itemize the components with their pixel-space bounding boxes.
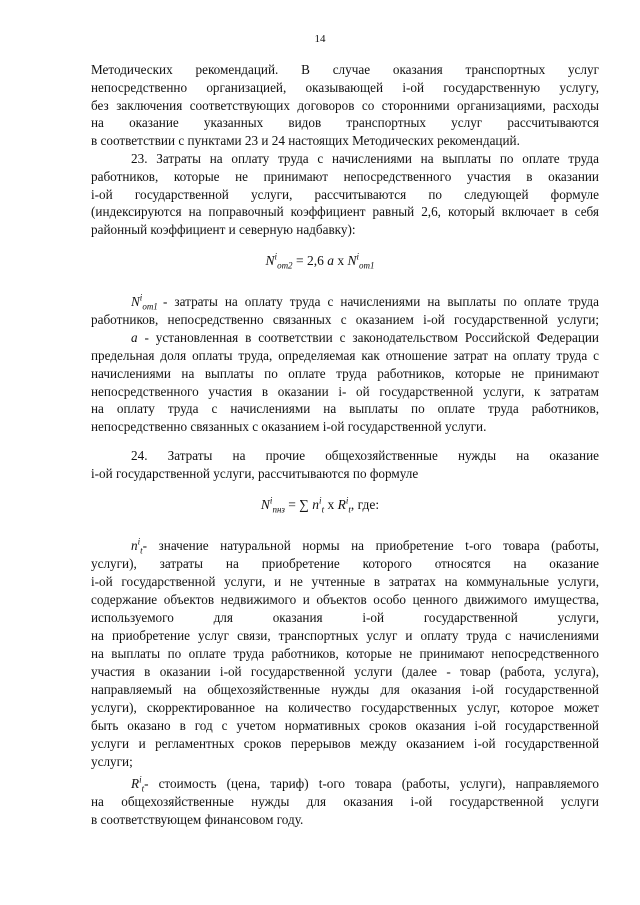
text-line: без заключения соответствующих договоров со сторонними организациями, расходы [91, 98, 599, 113]
text-line: используемого для оказания i-ой государственной услуги, [91, 610, 599, 625]
text-line: непосредственного участия в оказании i- ой государственной услуги, к затратам [91, 384, 599, 399]
page-number: 14 [314, 33, 326, 45]
text-line: начислениями на выплаты по оплате труда работников, которые не принимают [91, 366, 599, 381]
definition-a: a - установленная в соответствии с законодательством Российской Федерации [131, 330, 599, 345]
text-line: i-ой государственной услуги, рассчитываются по следующей формуле [91, 187, 599, 202]
text-line: на оплату труда с начислениями на выплаты по оплате труда работников, [91, 401, 599, 416]
text-line: на приобретение услуг связи, транспортных услуг и оплату труда с начислениями [91, 628, 599, 643]
text-line: услуги), скорректированное на количество государственных услуг, которое может [91, 700, 599, 715]
text-line: в соответствующем финансовом году. [91, 812, 304, 827]
text-line: услуги и регламентных сроков перерывов между оказанием i-ой государственной [91, 736, 599, 751]
paragraph-24-start: 24. Затраты на прочие общехозяйственные нужды на оказание [131, 448, 599, 463]
text-line: услуги; [91, 754, 133, 769]
text-line: работников, непосредственно связанных с оказанием i-ой государственной услуги; [91, 312, 599, 327]
text-line: услуги), затраты на приобретение которого относятся на оказание [91, 556, 599, 571]
formula-general-needs: $N^i_{пнз}$ = ∑ $n^i_t$ x $R^i_t$, где: [260, 495, 380, 515]
text-line: на общехозяйственные нужды для оказания i-ой государственной услуги [91, 794, 599, 809]
text-line: i-ой государственной услуги, и не учтенные в затратах на коммунальные услуги, [91, 574, 599, 589]
text-line: быть оказано в год с учетом нормативных сроков оказания i-ой государственной [91, 718, 599, 733]
text-line: Методических рекомендаций. В случае оказания транспортных услуг [91, 62, 599, 77]
definition-n-ot1: $N^i_{от1}$ - затраты на оплату труда с начислениями на выплаты по оплате труда [131, 293, 599, 311]
text-line: непосредственно связанных с оказанием i-ой государственной услуги. [91, 419, 487, 434]
text-line: в соответствии с пунктами 23 и 24 настоящих Методических рекомендаций. [91, 133, 520, 148]
text-line: i-ой государственной услуги, рассчитываются по формуле [91, 466, 419, 481]
definition-n-t: $n^i_t-$ значение натуральной нормы на приобретение t-ого товара (работы, [131, 537, 599, 555]
text-line: на оказание указанных видов транспортных услуг рассчитываются [91, 115, 599, 130]
formula-labor-costs: $N^i_{от2} = 2,6$ a x $N^i_{от1}$ [265, 251, 375, 271]
text-line: предельная доля оплаты труда, определяемая как отношение затрат на оплату труда с [91, 348, 599, 363]
definition-r-t: $R^i_t-$ стоимость (цена, тариф) t-ого товара (работы, услуги), направляемого [131, 775, 599, 793]
text-line: (индексируются на поправочный коэффициент равный 2,6, который включает в себя [91, 204, 599, 219]
text-line: районный коэффициент и северную надбавку): [91, 222, 356, 237]
text-line: непосредственно организацией, оказывающей i-ой государственную услугу, [91, 80, 599, 95]
text-line: направляемый на общехозяйственные нужды для оказания i-ой государственной [91, 682, 599, 697]
text-line: участия в оказании i-ой государственной услуги (далее - товар (работа, услуга), [91, 664, 599, 679]
paragraph-23-start: 23. Затраты на оплату труда с начислениями на выплаты по оплате труда [131, 151, 599, 166]
text-line: работников, которые не принимают непосредственного участия в оказании [91, 169, 599, 184]
text-line: содержание объектов недвижимого и объектов особо ценного движимого имущества, [91, 592, 599, 607]
text-line: на выплаты по оплате труда работников, которые не принимают непосредственного [91, 646, 599, 661]
